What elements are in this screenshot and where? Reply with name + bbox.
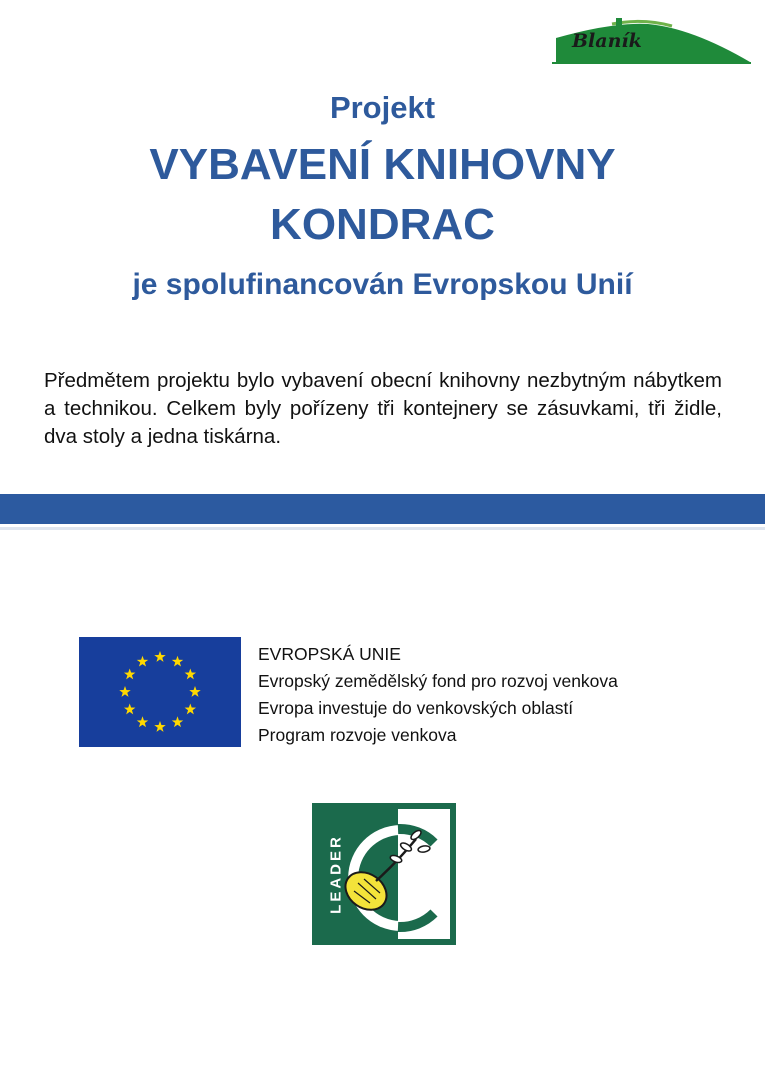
eu-line-invest: Evropa investuje do venkovských oblastí — [258, 698, 574, 718]
eu-line-title: EVROPSKÁ UNIE — [258, 644, 401, 664]
subtitle: je spolufinancován Evropskou Unií — [132, 268, 633, 301]
blue-divider-band — [0, 494, 765, 524]
eu-flag-icon — [79, 637, 241, 747]
divider-shadow-line — [0, 527, 765, 530]
blanik-logo — [552, 16, 752, 68]
project-description: Předmětem projektu bylo vybavení obecní knihovny nezbytným nábytkem a technikou. Celkem byly pořízeny tři kontejnery se zásuvkami, tři židle, dva stoly a jedna tiskárna. — [44, 368, 722, 448]
page-title-line2: KONDRAC — [270, 200, 495, 249]
page-title-line1: VYBAVENÍ KNIHOVNY — [149, 140, 616, 189]
heading-projekt: Projekt — [329, 90, 436, 125]
leader-word — [312, 803, 360, 945]
leader-logo — [312, 803, 456, 945]
logo-text: Blaník — [572, 30, 642, 52]
leader-text: LEADER — [327, 834, 345, 914]
eu-info — [258, 641, 618, 749]
eu-line-fund: Evropský zemědělský fond pro rozvoj venkova — [258, 671, 618, 691]
eu-line-program: Program rozvoje venkova — [258, 725, 457, 745]
